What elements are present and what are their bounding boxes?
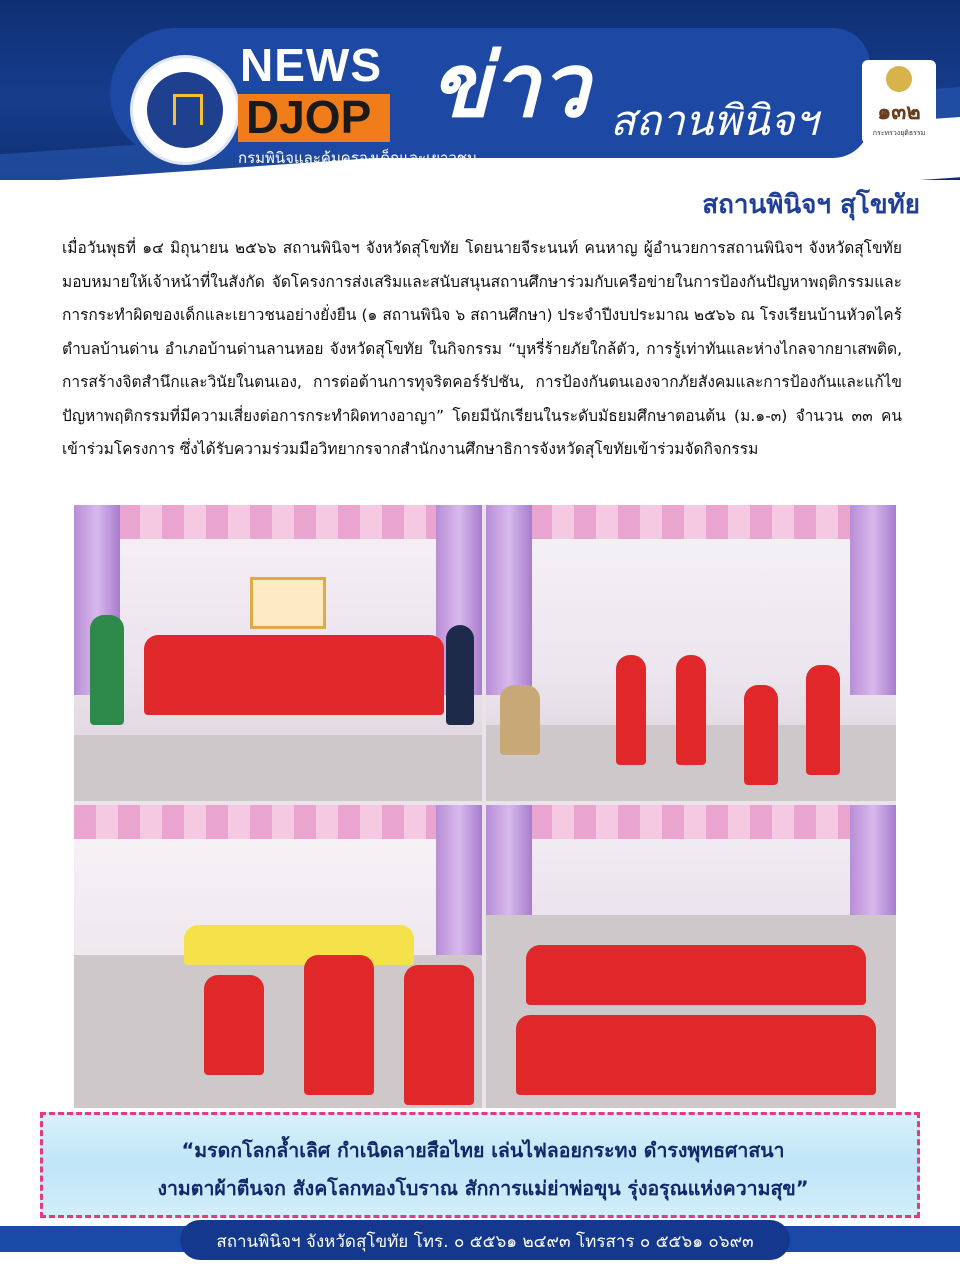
students-row	[526, 945, 866, 1005]
article-body: เมื่อวันพุธที่ ๑๔ มิถุนายน ๒๕๖๖ สถานพินิจฯ จังหวัดสุโขทัย โดยนายจีระนนท์ คนหาญ ผู้อำนวยการสถานพินิจฯ จังหวัดสุโขทัย มอบหมายให้เจ้าหน้าที่ในสังกัด จัดโครงการส่งเสริมและสนับสนุนสถานศึกษาร่วมกับเครือข่ายในการป้องกันปัญหาพฤติกรรมและการกระทำผิดของเด็กและเยาวชนอย่างยั่งยืน (๑ สถานพินิจ ๖ สถานศึกษา) ประจำปีงบประมาณ ๒๕๖๖ ณ โรงเรียนบ้านหัวดไคร้ ตำบลบ้านด่าน อำเภอบ้านด่านลานหอย จังหวัดสุโขทัย ในกิจกรรม “บุหรี่ร้ายภัยใกล้ตัว, การรู้เท่าทันและห่างไกลจากยาเสพติด, การสร้างจิตสำนึกและวินัยในตนเอง, การต่อต้านการทุจริตคอร์รัปชัน, การป้องกันตนเองจากภัยสังคมและการป้องกันและแก้ไขปัญหาพฤติกรรมที่มีความเสี่ยงต่อการกระทำผิดทางอาญา” โดยมีนักเรียนในระดับมัธยมศึกษาตอนต้น (ม.๑-๓) จำนวน ๓๓ คน เข้าร่วมโครงการ ซึ่งได้รับความร่วมมือวิทยากรจากสำนักงานศึกษาธิการจังหวัดสุโขทัยเข้าร่วมจัดกิจกรรม	[62, 239, 902, 458]
page-header	[0, 0, 960, 180]
student	[304, 955, 374, 1095]
curtain	[850, 505, 896, 695]
khao-title: ข่าว	[430, 33, 589, 137]
photo-group-portrait	[74, 505, 482, 801]
projection-screen	[250, 577, 326, 629]
floor	[74, 735, 482, 801]
curtain-valance	[74, 505, 482, 539]
curtain-valance	[486, 505, 896, 539]
curtain-valance	[74, 805, 482, 839]
student	[404, 965, 474, 1105]
badge-caption: กระทรวงยุติธรรม	[872, 129, 926, 137]
sathan-title: สถานพินิจฯ	[610, 96, 818, 145]
person	[446, 625, 474, 725]
ministry-emblem-icon	[886, 66, 912, 92]
student	[676, 655, 706, 765]
footer-bottom	[0, 1260, 960, 1280]
department-name: กรมพินิจและคุ้มครองเด็กและเยาวชน	[238, 149, 478, 167]
students-row	[516, 1015, 876, 1095]
student	[616, 655, 646, 765]
student	[806, 665, 840, 775]
news-label: NEWS	[240, 39, 382, 91]
djop-label: DJOP	[246, 91, 372, 143]
department-logo	[130, 55, 240, 165]
logo-emblem	[147, 72, 223, 148]
anniversary-badge	[862, 60, 936, 144]
person	[90, 615, 124, 725]
scales-icon	[173, 94, 203, 125]
agency-title: สถานพินิจฯ สุโขทัย	[702, 190, 920, 220]
photo-registration	[74, 805, 482, 1108]
photo-collage	[74, 505, 896, 1108]
curtain-valance	[486, 805, 896, 839]
motto-line-2: งามตาผ้าตีนจก สังคโลกทองโบราณ สักการแม่ย่าพ่อขุน รุ่งอรุณแห่งความสุข”	[157, 1177, 809, 1200]
seated-officer	[500, 685, 540, 755]
students-group	[144, 635, 444, 715]
photo-seated-students	[486, 805, 896, 1108]
footer-contact: สถานพินิจฯ จังหวัดสุโขทัย โทร. ๐ ๕๕๖๑ ๒๔๙๓ โทรสาร ๐ ๕๕๖๑ ๐๖๙๓	[216, 1232, 754, 1252]
student	[744, 685, 778, 785]
curtain	[486, 505, 532, 695]
motto-line-1: “มรดกโลกล้ำเลิศ กำเนิดลายสือไทย เล่นไฟลอยกระทง ดำรงพุทธศาสนา	[181, 1139, 785, 1162]
student	[204, 975, 264, 1075]
badge-number: ๑๓๒	[877, 99, 921, 125]
registration-table	[184, 925, 414, 965]
motto-box	[40, 1112, 920, 1218]
photo-activity	[486, 505, 896, 801]
